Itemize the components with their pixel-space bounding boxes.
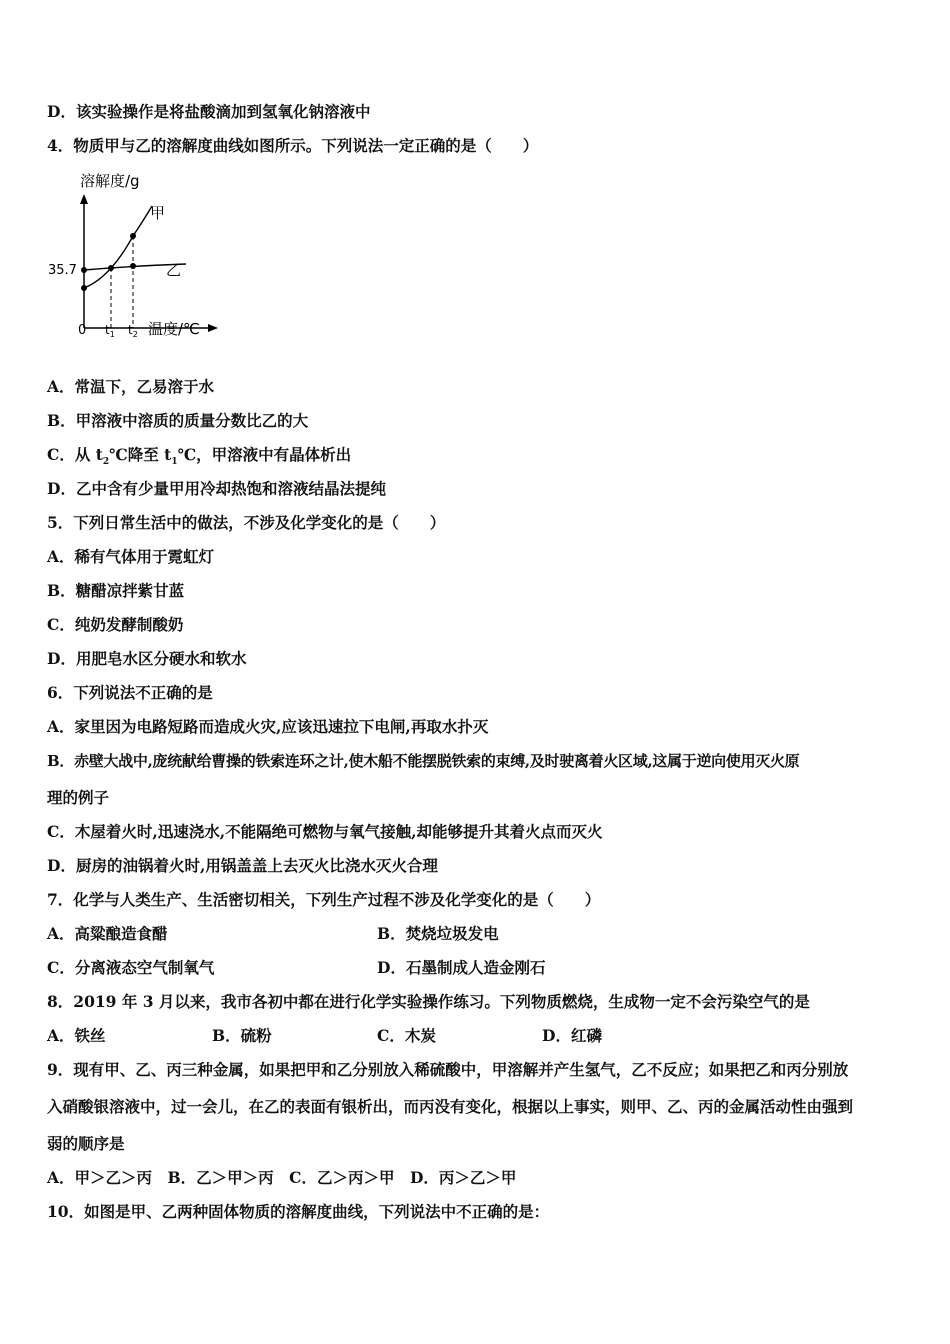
- graph-t2-label: $t_2$: [128, 323, 138, 339]
- q8-stem: 8．2019 年 3 月以来，我市各初中都在进行化学实验操作练习。下列物质燃烧，生成物一定不会污染空气的是: [47, 992, 810, 1011]
- point-yi-zero: [81, 267, 87, 273]
- q8-option-d: D．红磷: [542, 1026, 602, 1045]
- graph-origin-label: 0: [78, 323, 87, 338]
- q4-option-c: C．从 $t_2℃$降至 $t_1℃$，甲溶液中有晶体析出: [47, 445, 352, 468]
- q6-stem: 6．下列说法不正确的是: [47, 683, 213, 702]
- q4-option-a: A．常温下，乙易溶于水: [47, 377, 215, 396]
- q4-option-b: B．甲溶液中溶质的质量分数比乙的大: [47, 411, 309, 430]
- y-axis-arrow: [80, 194, 88, 204]
- q7-option-c: C．分离液态空气制氧气: [47, 958, 215, 977]
- q7-option-b: B．焚烧垃圾发电: [377, 924, 499, 943]
- q6-option-a: A．家里因为电路短路而造成火灾,应该迅速拉下电闸,再取水扑灭: [47, 717, 489, 736]
- q9-stem-line1: 9．现有甲、乙、丙三种金属，如果把甲和乙分别放入稀硫酸中，甲溶解并产生氢气，乙不反应；如果把乙和丙分别放: [47, 1060, 849, 1079]
- q7-option-d: D．石墨制成人造金刚石: [377, 958, 546, 977]
- q7-option-a: A．高粱酿造食醋: [47, 924, 168, 943]
- q9-stem-line2: 入硝酸银溶液中，过一会儿，在乙的表面有银析出，而丙没有变化，根据以上事实，则甲、乙、丙的金属活动性由强到: [47, 1097, 854, 1116]
- q6-option-b-line2: 理的例子: [47, 788, 110, 807]
- q10-stem: 10．如图是甲、乙两种固体物质的溶解度曲线，下列说法中不正确的是：: [47, 1202, 550, 1221]
- q4-stem: 4．物质甲与乙的溶解度曲线如图所示。下列说法一定正确的是（ ）: [47, 136, 539, 155]
- q7-stem: 7．化学与人类生产、生活密切相关，下列生产过程不涉及化学变化的是（ ）: [47, 890, 601, 909]
- q9-options: A．甲＞乙＞丙 B．乙＞甲＞丙 C．乙＞丙＞甲 D．丙＞乙＞甲: [47, 1168, 517, 1187]
- q5-option-c: C．纯奶发酵制酸奶: [47, 615, 184, 634]
- q5-option-b: B．糖醋凉拌紫甘蓝: [47, 581, 185, 600]
- solubility-graph: [40, 168, 220, 348]
- graph-y-label: 溶解度/g: [80, 172, 140, 190]
- q8-option-c: C．木炭: [377, 1026, 436, 1045]
- q3-option-d: D．该实验操作是将盐酸滴加到氢氧化钠溶液中: [47, 102, 371, 121]
- graph-curve-jia-label: 甲: [150, 204, 166, 222]
- graph-t1-label: $t_1$: [105, 323, 115, 339]
- point-jia-zero: [81, 285, 87, 291]
- q5-option-d: D．用肥皂水区分硬水和软水: [47, 649, 247, 668]
- graph-x-label: 温度/℃: [148, 320, 200, 338]
- q5-stem: 5．下列日常生活中的做法，不涉及化学变化的是（ ）: [47, 513, 446, 532]
- q9-stem-line3: 弱的顺序是: [47, 1134, 125, 1153]
- q8-option-a: A．铁丝: [47, 1026, 106, 1045]
- q6-option-d: D．厨房的油锅着火时,用锅盖盖上去灭火比浇水灭火合理: [47, 856, 438, 875]
- q4-option-d: D．乙中含有少量甲用冷却热饱和溶液结晶法提纯: [47, 479, 386, 498]
- q8-option-b: B．硫粉: [212, 1026, 272, 1045]
- graph-value-label: 35.7: [48, 263, 77, 278]
- q6-option-b-line1: B．赤壁大战中,庞统献给曹操的铁索连环之计,使木船不能摆脱铁索的束缚,及时驶离着火区域,这属于逆向使用灭火原: [47, 752, 800, 770]
- graph-curve-yi-label: 乙: [166, 261, 182, 279]
- q6-option-c: C．木屋着火时,迅速浇水,不能隔绝可燃物与氧气接触,却能够提升其着火点而灭火: [47, 822, 603, 841]
- q5-option-a: A．稀有气体用于霓虹灯: [47, 547, 215, 566]
- x-axis-arrow: [208, 324, 218, 332]
- curve-jia: [84, 206, 152, 288]
